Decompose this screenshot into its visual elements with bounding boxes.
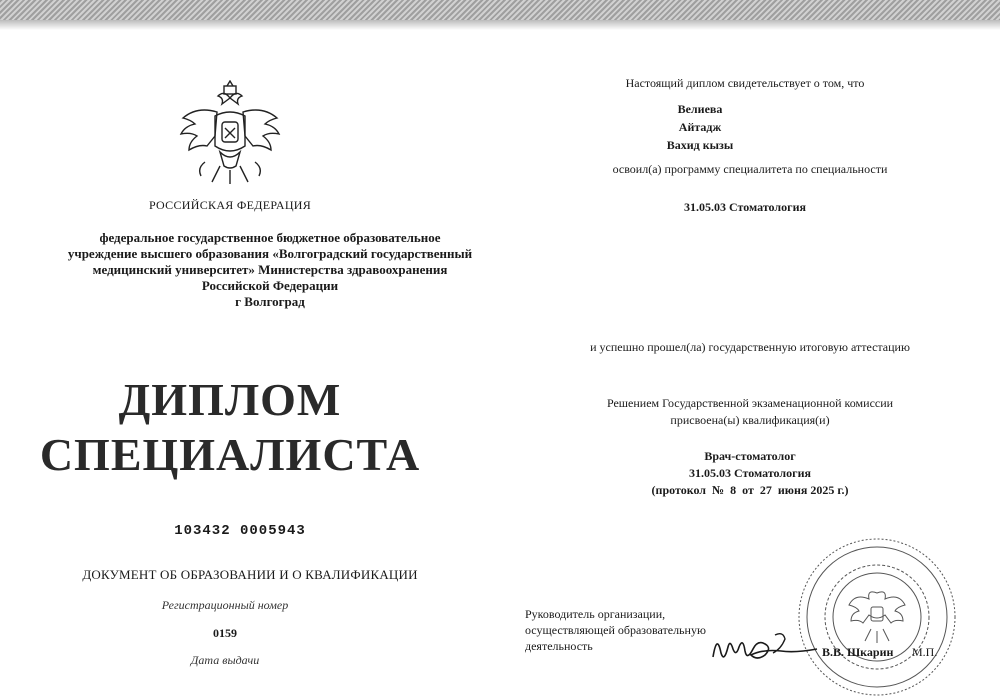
diploma-title: ДИПЛОМ (118, 374, 342, 425)
registration-number: 0159 (213, 626, 237, 640)
official-seal-icon (795, 535, 960, 700)
decision-line: Решением Государственной экзаменационной комиссии (606, 396, 894, 410)
country-name: РОССИЙСКАЯ ФЕДЕРАЦИЯ (148, 198, 312, 212)
protocol-day: 27 (759, 483, 772, 497)
patronymic: Вахид кызы (666, 138, 734, 152)
decorative-top-border (0, 0, 1000, 30)
issue-date-label: Дата выдачи (190, 653, 260, 667)
commission-decision (545, 395, 955, 429)
protocol-prefix: (протокол (651, 483, 707, 497)
institution-line: медицинский университет» Министерства здравоохранения (92, 262, 448, 277)
institution-line: федеральное государственное бюджетное образовательное (99, 230, 441, 245)
head-line: Руководитель организации, (525, 607, 666, 621)
document-type: ДОКУМЕНТ ОБ ОБРАЗОВАНИИ И О КВАЛИФИКАЦИИ (82, 567, 418, 582)
given-name: Айтадж (678, 120, 722, 134)
attestation-text: и успешно прошел(ла) государственную итоговую аттестацию (590, 340, 910, 354)
qualification-block (560, 448, 940, 499)
qualification: Врач-стоматолог (704, 449, 796, 463)
coat-of-arms-icon (175, 80, 285, 200)
protocol-number: 8 (730, 483, 737, 497)
specialty: 31.05.03 Стоматология (684, 200, 806, 214)
institution-name (40, 230, 500, 310)
surname: Велиева (677, 102, 723, 116)
serial-number: 103432 0005943 (174, 523, 306, 539)
protocol (560, 482, 940, 499)
signer-name: В.В. Шкарин (822, 645, 894, 659)
institution-line: Российской Федерации (201, 278, 339, 293)
head-line: деятельность (525, 639, 593, 653)
program-text: освоил(а) программу специалитета по специальности (612, 162, 888, 176)
protocol-from: от (742, 483, 754, 497)
institution-line: г Волгоград (235, 294, 305, 309)
decision-line: присвоена(ы) квалификация(и) (670, 413, 830, 427)
graduate-name (600, 100, 800, 154)
qualification-specialty: 31.05.03 Стоматология (689, 466, 811, 480)
protocol-number-sign: № (712, 483, 725, 497)
head-of-organization (525, 606, 785, 654)
diploma-subtitle: СПЕЦИАЛИСТА (39, 429, 421, 480)
certifies-text: Настоящий диплом свидетельствует о том, что (625, 76, 865, 90)
seal-place-label: М.П. (912, 645, 938, 659)
registration-label: Регистрационный номер (161, 598, 289, 612)
protocol-month-year: июня 2025 г.) (777, 483, 849, 497)
head-line: осуществляющей образовательную (525, 623, 706, 637)
institution-line: учреждение высшего образования «Волгоградский государственный (67, 246, 473, 261)
